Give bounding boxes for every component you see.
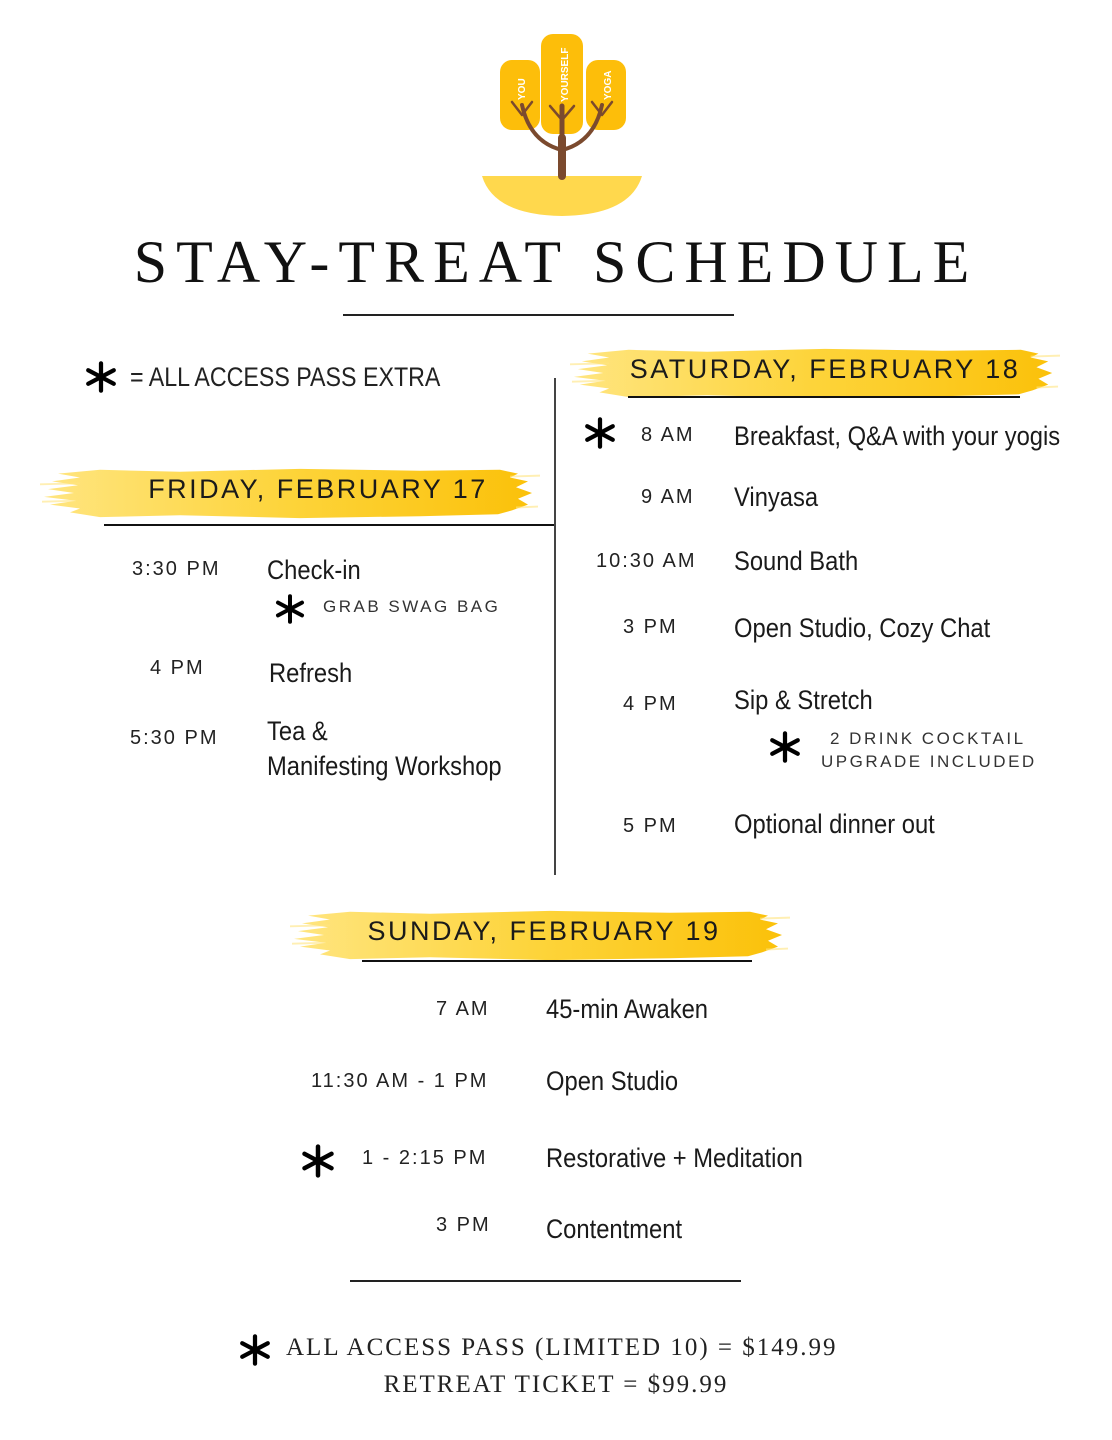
saturday-event-4: Open Studio, Cozy Chat: [734, 613, 991, 643]
sunday-time-4: 3 PM: [436, 1214, 491, 1236]
pricing-divider: [350, 1280, 741, 1282]
saturday-time-5: 4 PM: [623, 693, 678, 715]
sunday-event-1: 45-min Awaken: [546, 994, 709, 1024]
sunday-heading: [290, 906, 790, 964]
friday-event-3-line1: Tea &: [267, 716, 328, 746]
friday-event-2: Refresh: [269, 658, 353, 688]
sunday-event-4: Contentment: [546, 1214, 683, 1244]
saturday-event-5: Sip & Stretch: [734, 685, 873, 715]
friday-heading: [40, 464, 540, 522]
asterisk-icon: [274, 593, 306, 625]
sunday-heading-underline: [362, 960, 752, 962]
logo: [480, 30, 650, 220]
asterisk-icon: [238, 1333, 272, 1367]
sunday-event-2: Open Studio: [546, 1066, 679, 1096]
friday-time-3: 5:30 PM: [130, 727, 219, 749]
logo-leaf-yoga: YOGA: [603, 70, 614, 100]
sunday-time-3: 1 - 2:15 PM: [362, 1147, 488, 1169]
friday-heading-underline: [104, 524, 554, 526]
sunday-time-1: 7 AM: [436, 998, 490, 1020]
asterisk-icon: [583, 416, 617, 450]
saturday-event-2: Vinyasa: [734, 482, 819, 512]
logo-leaf-you: YOU: [517, 78, 528, 100]
column-divider: [554, 378, 556, 875]
page-title: STAY-TREAT SCHEDULE: [133, 229, 979, 295]
saturday-heading: [570, 344, 1060, 402]
asterisk-icon: [84, 360, 118, 394]
friday-time-1: 3:30 PM: [132, 558, 221, 580]
title-divider: [343, 314, 734, 316]
friday-note-1: GRAB SWAG BAG: [323, 597, 501, 616]
saturday-heading-label: SATURDAY, FEBRUARY 18: [629, 354, 1021, 384]
saturday-time-3: 10:30 AM: [596, 550, 697, 572]
legend: [84, 360, 491, 394]
saturday-time-6: 5 PM: [623, 815, 678, 837]
saturday-note-5-line2: UPGRADE INCLUDED: [821, 752, 1037, 771]
friday-event-1: Check-in: [267, 555, 361, 585]
all-access-price: ALL ACCESS PASS (LIMITED 10) = $149.99: [286, 1334, 838, 1361]
saturday-note-5-line1: 2 DRINK COCKTAIL: [830, 729, 1026, 748]
asterisk-icon: [768, 730, 802, 764]
friday-time-2: 4 PM: [150, 657, 205, 679]
sunday-event-3: Restorative + Meditation: [546, 1143, 803, 1173]
saturday-event-6: Optional dinner out: [734, 809, 935, 839]
friday-event-3-line2: Manifesting Workshop: [267, 751, 502, 781]
saturday-event-3: Sound Bath: [734, 546, 859, 576]
saturday-event-1: Breakfast, Q&A with your yogis: [734, 421, 1061, 451]
saturday-time-4: 3 PM: [623, 616, 678, 638]
sunday-heading-label: SUNDAY, FEBRUARY 19: [367, 916, 721, 946]
logo-leaf-yourself: YOURSELF: [560, 47, 571, 102]
saturday-time-1: 8 AM: [641, 424, 695, 446]
legend-text: = ALL ACCESS PASS EXTRA: [130, 361, 441, 392]
sunday-time-2: 11:30 AM - 1 PM: [311, 1070, 489, 1092]
saturday-heading-underline: [628, 396, 1020, 398]
retreat-ticket-price: RETREAT TICKET = $99.99: [383, 1371, 729, 1398]
saturday-time-2: 9 AM: [641, 486, 695, 508]
friday-heading-label: FRIDAY, FEBRUARY 17: [148, 474, 488, 504]
asterisk-icon: [300, 1143, 336, 1179]
